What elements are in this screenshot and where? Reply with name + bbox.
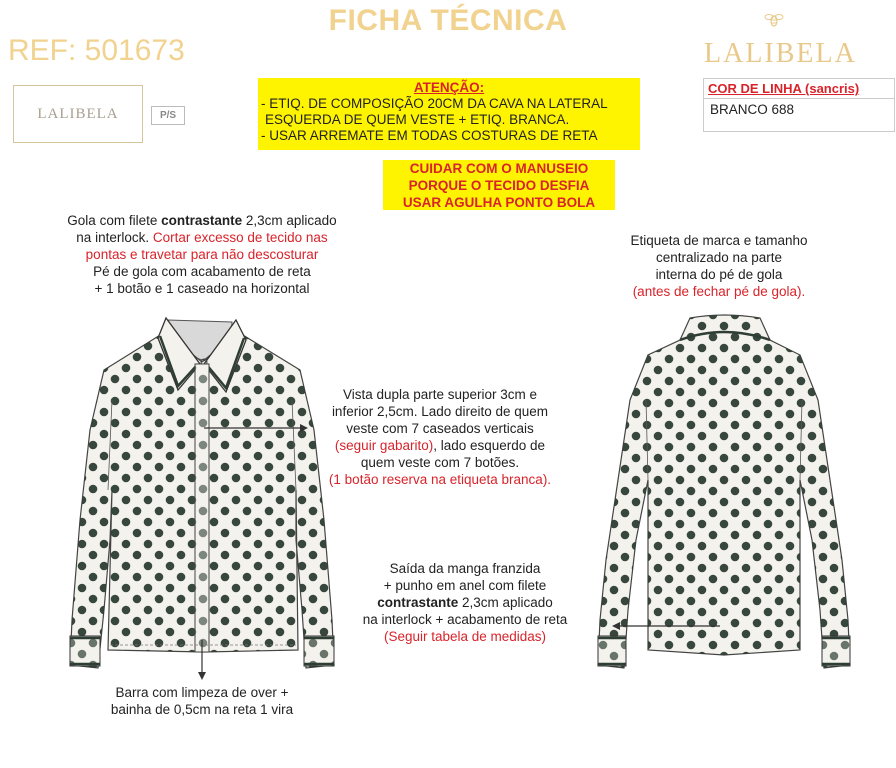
care-line: USAR AGULHA PONTO BOLA [402,194,596,210]
note-text: , lado esquerdo de [433,438,546,453]
care-line: PORQUE O TECIDO DESFIA [408,177,590,193]
thread-color-value: BRANCO 688 [710,102,795,117]
note-text: Gola com filete [67,213,162,228]
size-tag: P/S [151,106,185,125]
note-text: 2,3cm aplicado [458,595,553,610]
note-highlight: (antes de fechar pé de gola). [632,284,806,299]
care-line: CUIDAR COM O MANUSEIO [409,160,589,176]
note-highlight: (1 botão reserva na etiqueta branca). [328,472,552,487]
sleeve-note [340,560,590,645]
note-text: + 1 botão e 1 caseado na horizontal [94,281,310,296]
note-highlight: Cortar excesso de tecido nas [152,230,328,245]
note-text: Saída da manga franzida [389,561,541,576]
attention-line: - ETIQ. DE COMPOSIÇÃO 20CM DA CAVA NA LATERAL [261,96,608,111]
attention-heading: ATENÇÃO: [413,80,485,95]
note-text: quem veste com 7 botões. [360,455,520,470]
note-text: interna do pé de gola [655,267,783,282]
note-text: Etiqueta de marca e tamanho [630,233,808,248]
shirt-back-drawing [598,315,850,668]
attention-line: ESQUERDA DE QUEM VESTE + ETIQ. BRANCA. [265,112,570,127]
page-title: FICHA TÉCNICA [328,4,568,37]
note-text: Pé de gola com acabamento de reta [93,264,311,279]
hem-note [82,684,322,718]
note-text: bainha de 0,5cm na reta 1 vira [110,702,294,717]
placket-note [302,386,578,488]
note-bold: contrastante [377,595,459,610]
thread-color-heading: COR DE LINHA (sancris) [704,79,894,99]
note-bold: contrastante [161,213,243,228]
note-highlight: (seguir gabarito) [334,438,434,453]
note-text: + punho em anel com filete [383,578,547,593]
brand-logo: LALIBELA [704,38,857,69]
note-text: veste com 7 caseados verticais [346,421,534,436]
note-highlight: pontas e travetar para não descosturar [85,247,319,262]
note-text: Barra com limpeza de over + [115,685,289,700]
attention-line: - USAR ARREMATE EM TODAS COSTURAS DE RETA [261,128,598,143]
note-text: na interlock + acabamento de reta [362,612,568,627]
brand-label-sample: LALIBELA [13,85,143,143]
label-note [594,232,844,300]
collar-note [22,212,382,297]
note-text: 2,3cm aplicado [242,213,337,228]
note-text: Vista dupla parte superior 3cm e [342,387,538,402]
note-text: centralizado na parte [655,250,783,265]
note-text: na interlock. [76,230,153,245]
reference-code: REF: 501673 [8,34,185,67]
note-text: inferior 2,5cm. Lado direito de quem [331,404,549,419]
note-highlight: (Seguir tabela de medidas) [383,629,547,644]
shirt-front-drawing [70,318,334,668]
